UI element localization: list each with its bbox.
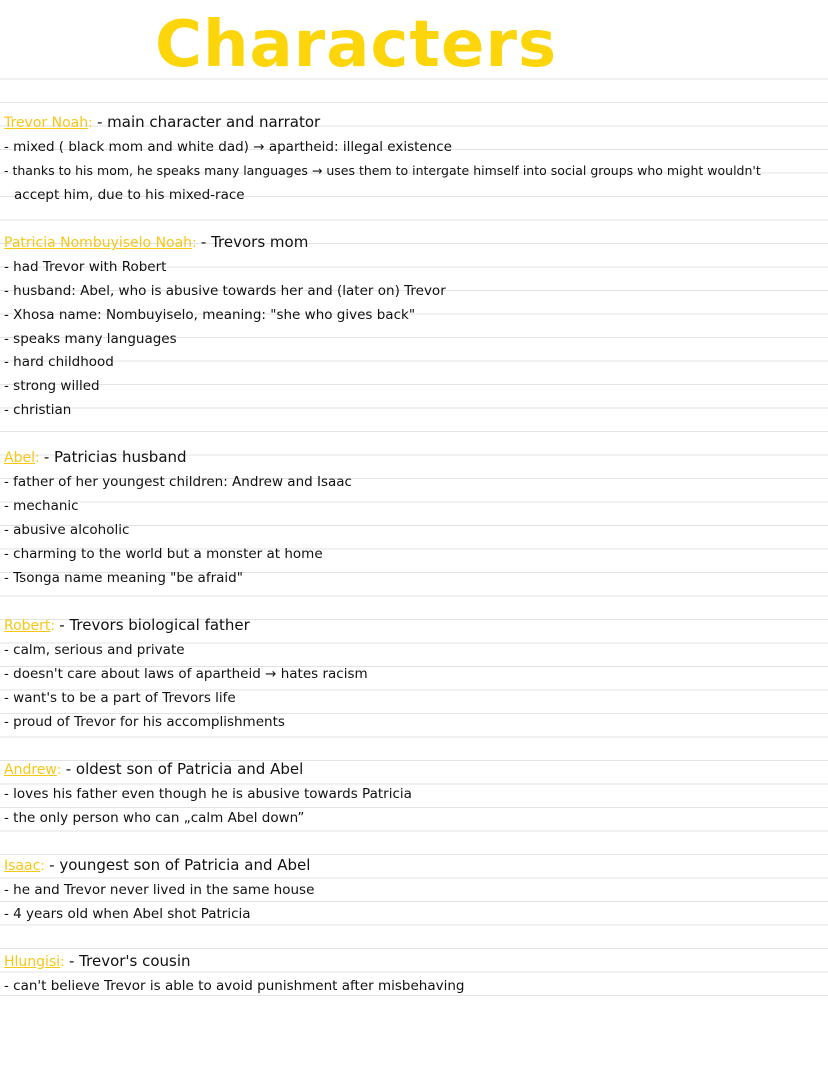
character-heading: Abel: - Patricias husband [4,448,187,466]
character-point: - charming to the world but a monster at home [4,546,323,562]
character-point: - he and Trevor never lived in the same house [4,882,315,898]
character-point: - mixed ( black mom and white dad) → apartheid: illegal existence [4,139,452,155]
character-point: - calm, serious and private [4,642,185,658]
character-point: - strong willed [4,378,100,394]
character-point: - doesn't care about laws of apartheid → hates racism [4,666,368,682]
character-heading: Robert: - Trevors biological father [4,616,250,634]
page-title: Characters [155,8,558,82]
character-name: Robert [4,618,51,634]
character-heading: Hlungisi: - Trevor's cousin [4,952,191,970]
character-description: - oldest son of Patricia and Abel [65,760,304,778]
character-description: - Trevors mom [200,233,309,251]
character-description: - Patricias husband [43,448,187,466]
character-name: Isaac [4,858,41,874]
character-point: - can't believe Trevor is able to avoid punishment after misbehaving [4,978,465,994]
character-point: - christian [4,402,72,418]
character-name: Patricia Nombuyiselo Noah [4,235,193,251]
character-name: Trevor Noah [4,115,89,131]
character-point: - had Trevor with Robert [4,259,167,275]
character-heading: Isaac: - youngest son of Patricia and Abel [4,856,311,874]
character-point: - want's to be a part of Trevors life [4,690,236,706]
character-heading: Andrew: - oldest son of Patricia and Abel [4,760,304,778]
character-description: - Trevors biological father [59,616,250,634]
character-point: - the only person who can „calm Abel down” [4,810,305,826]
character-point: - speaks many languages [4,331,177,347]
character-description: - Trevor's cousin [68,952,191,970]
character-point: - hard childhood [4,354,114,370]
character-point: accept him, due to his mixed-race [14,187,245,203]
character-point: - Tsonga name meaning "be afraid" [4,570,243,586]
character-description: - youngest son of Patricia and Abel [49,856,311,874]
character-description: - main character and narrator [96,113,321,131]
character-point: - abusive alcoholic [4,522,130,538]
character-name: Andrew [4,762,57,778]
character-point: - mechanic [4,498,79,514]
character-point: - 4 years old when Abel shot Patricia [4,906,251,922]
character-point: - loves his father even though he is abusive towards Patricia [4,786,412,802]
character-point: - Xhosa name: Nombuyiselo, meaning: "she who gives back" [4,307,416,323]
character-point: - proud of Trevor for his accomplishments [4,714,285,730]
character-heading: Trevor Noah: - main character and narrator [4,113,321,131]
character-point: - father of her youngest children: Andrew and Isaac [4,474,352,490]
character-point: - thanks to his mom, he speaks many languages → uses them to intergate himself into social groups who might wouldn't [4,163,761,178]
character-name: Abel [4,450,35,466]
character-heading: Patricia Nombuyiselo Noah: - Trevors mom [4,233,309,251]
character-point: - husband: Abel, who is abusive towards her and (later on) Trevor [4,283,446,299]
character-name: Hlungisi [4,954,61,970]
